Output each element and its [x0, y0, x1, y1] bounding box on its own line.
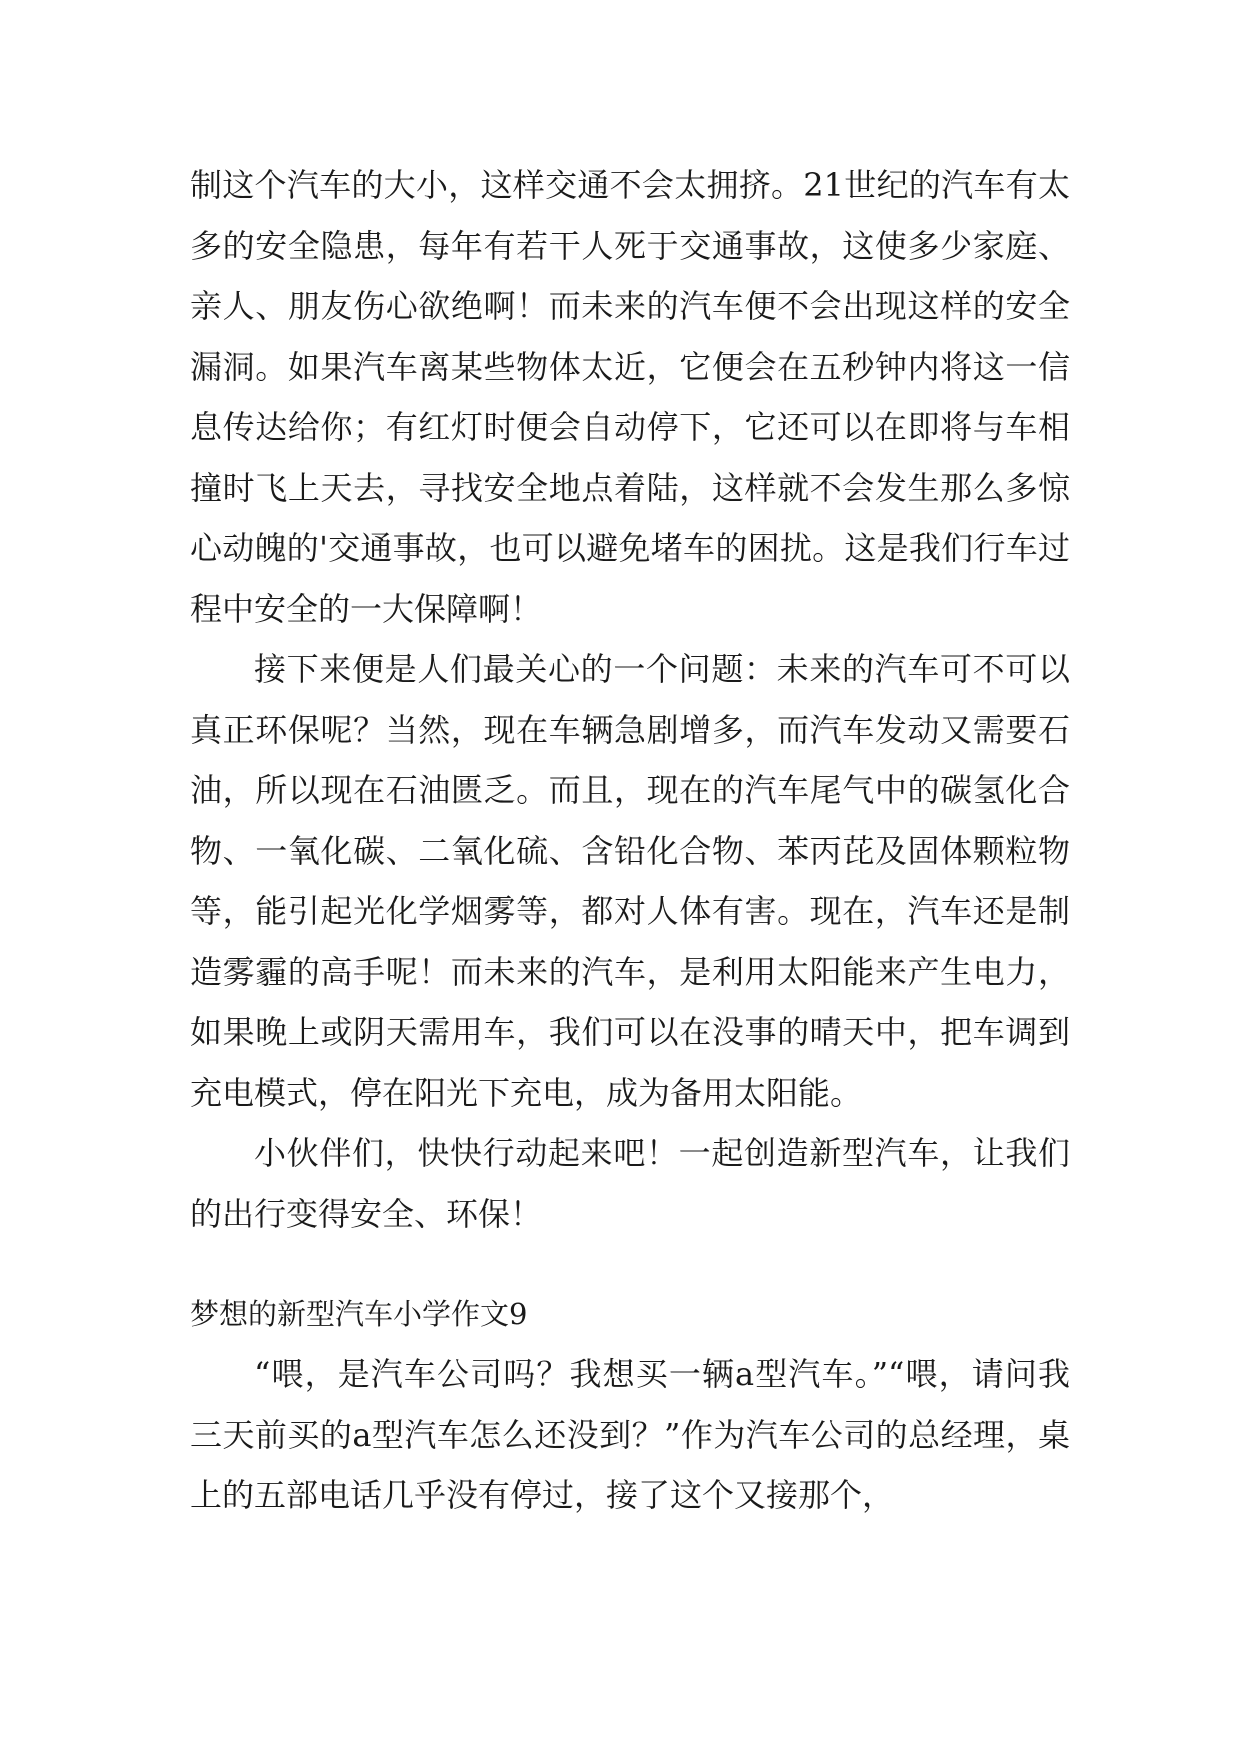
paragraph-environment: 接下来便是人们最关心的一个问题：未来的汽车可不可以真正环保呢？当然，现在车辆急剧增多，而汽车发动又需要石油，所以现在石油匮乏。而且，现在的汽车尾气中的碳氢化合物、一氧化碳、二氧化硫、含铅化合物、苯丙芘及固体颗粒物等，能引起光化学烟雾等，都对人体有害。现在，汽车还是制造雾霾的高手呢！而未来的汽车，是利用太阳能来产生电力，如果晚上或阴天需用车，我们可以在没事的晴天中，把车调到充电模式，停在阳光下充电，成为备用太阳能。 — [190, 650, 1070, 1112]
paragraph-continued: 制这个汽车的大小，这样交通不会太拥挤。21世纪的汽车有太多的安全隐患，每年有若干人死于交通事故，这使多少家庭、亲人、朋友伤心欲绝啊！而未来的汽车便不会出现这样的安全漏洞。如果汽车离某些物体太近，它便会在五秒钟内将这一信息传达给你；有红灯时便会自动停下，它还可以在即将与车相撞时飞上天去，寻找安全地点着陆，这样就不会发生那么多惊心动魄的'交通事故，也可以避免堵车的困扰。这是我们行车过程中安全的一大保障啊！ — [190, 166, 1070, 628]
paragraph-section-start: “喂，是汽车公司吗？我想买一辆a型汽车。”“喂，请问我三天前买的a型汽车怎么还没到？”作为汽车公司的总经理，桌上的五部电话几乎没有停过，接了这个又接那个， — [190, 1355, 1070, 1514]
section-title: 梦想的新型汽车小学作文9 — [190, 1297, 528, 1331]
document-body — [190, 155, 1070, 1526]
paragraph-closing: 小伙伴们，快快行动起来吧！一起创造新型汽车，让我们的出行变得安全、环保！ — [190, 1134, 1070, 1233]
